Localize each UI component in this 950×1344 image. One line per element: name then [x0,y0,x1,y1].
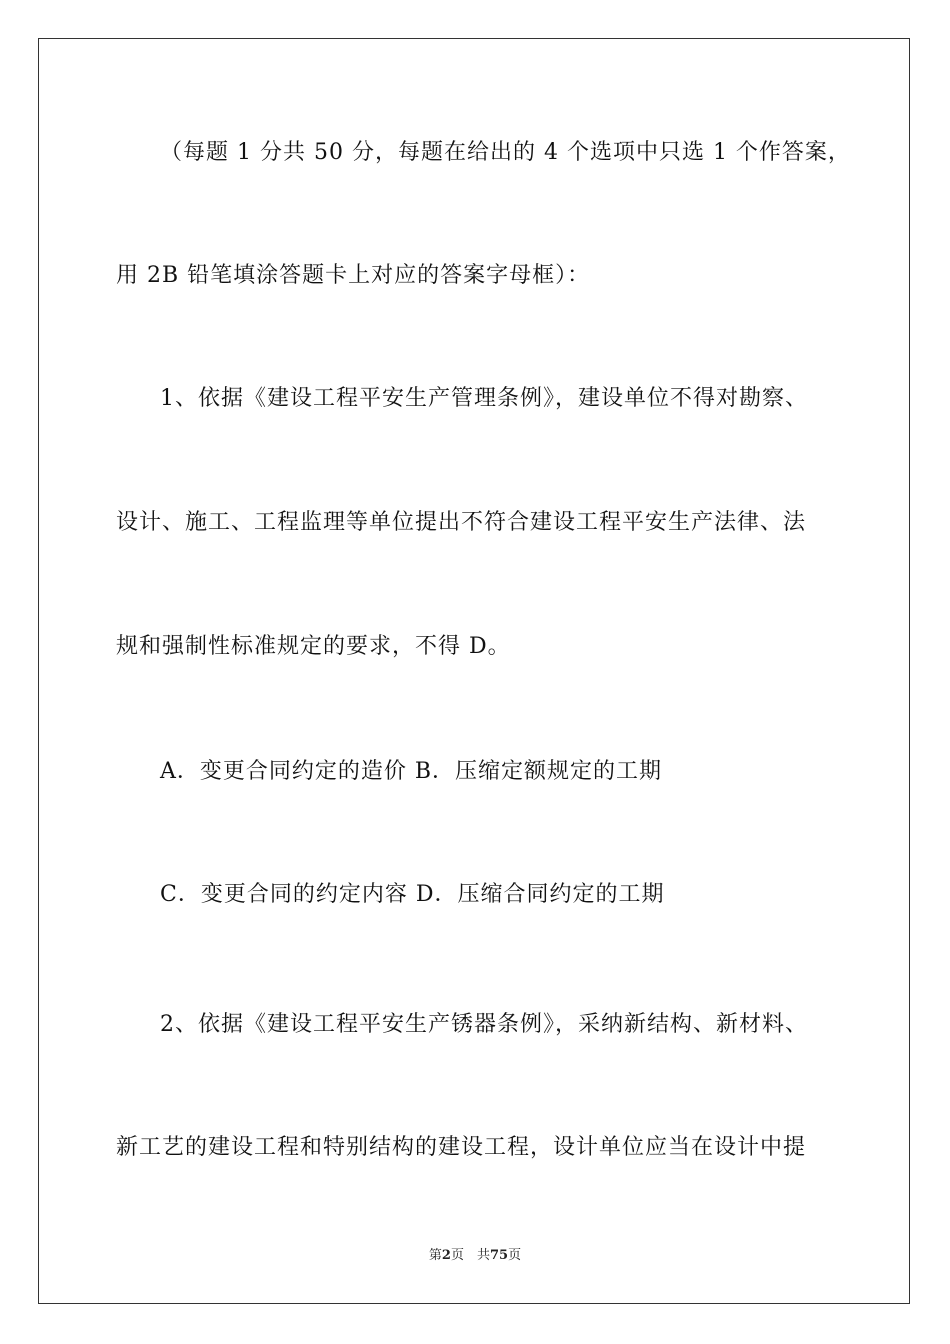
question-1-line-3: 规和强制性标准规定的要求，不得 D。 [116,634,511,659]
question-2-line-2: 新工艺的建设工程和特别结构的建设工程，设计单位应当在设计中提 [116,1135,807,1160]
question-1-line-2: 设计、施工、工程监理等单位提出不符合建设工程平安生产法律、法 [116,510,807,535]
question-1-options-ab: A．变更合同约定的造价 B．压缩定额规定的工期 [160,759,663,784]
footer-suffix: 页 [508,1248,522,1263]
footer-middle: 页 共 [450,1248,490,1263]
question-1-line-1: 1、依据《建设工程平安生产管理条例》，建设单位不得对勘察、 [160,386,808,411]
footer-total-pages: 75 [489,1248,509,1263]
footer-page-number: 2 [441,1248,451,1263]
page-border [38,38,910,1304]
question-1-options-cd: C．变更合同的约定内容 D．压缩合同约定的工期 [160,882,665,907]
instruction-line-2: 用 2B 铅笔填涂答题卡上对应的答案字母框）： [116,263,591,288]
instruction-line-1: （每题 1 分共 50 分，每题在给出的 4 个选项中只选 1 个作答案， [160,140,851,165]
question-2-line-1: 2、依据《建设工程平安生产锈器条例》，采纳新结构、新材料、 [160,1012,808,1037]
page-footer [0,1247,950,1265]
footer-prefix: 第 [428,1248,442,1263]
